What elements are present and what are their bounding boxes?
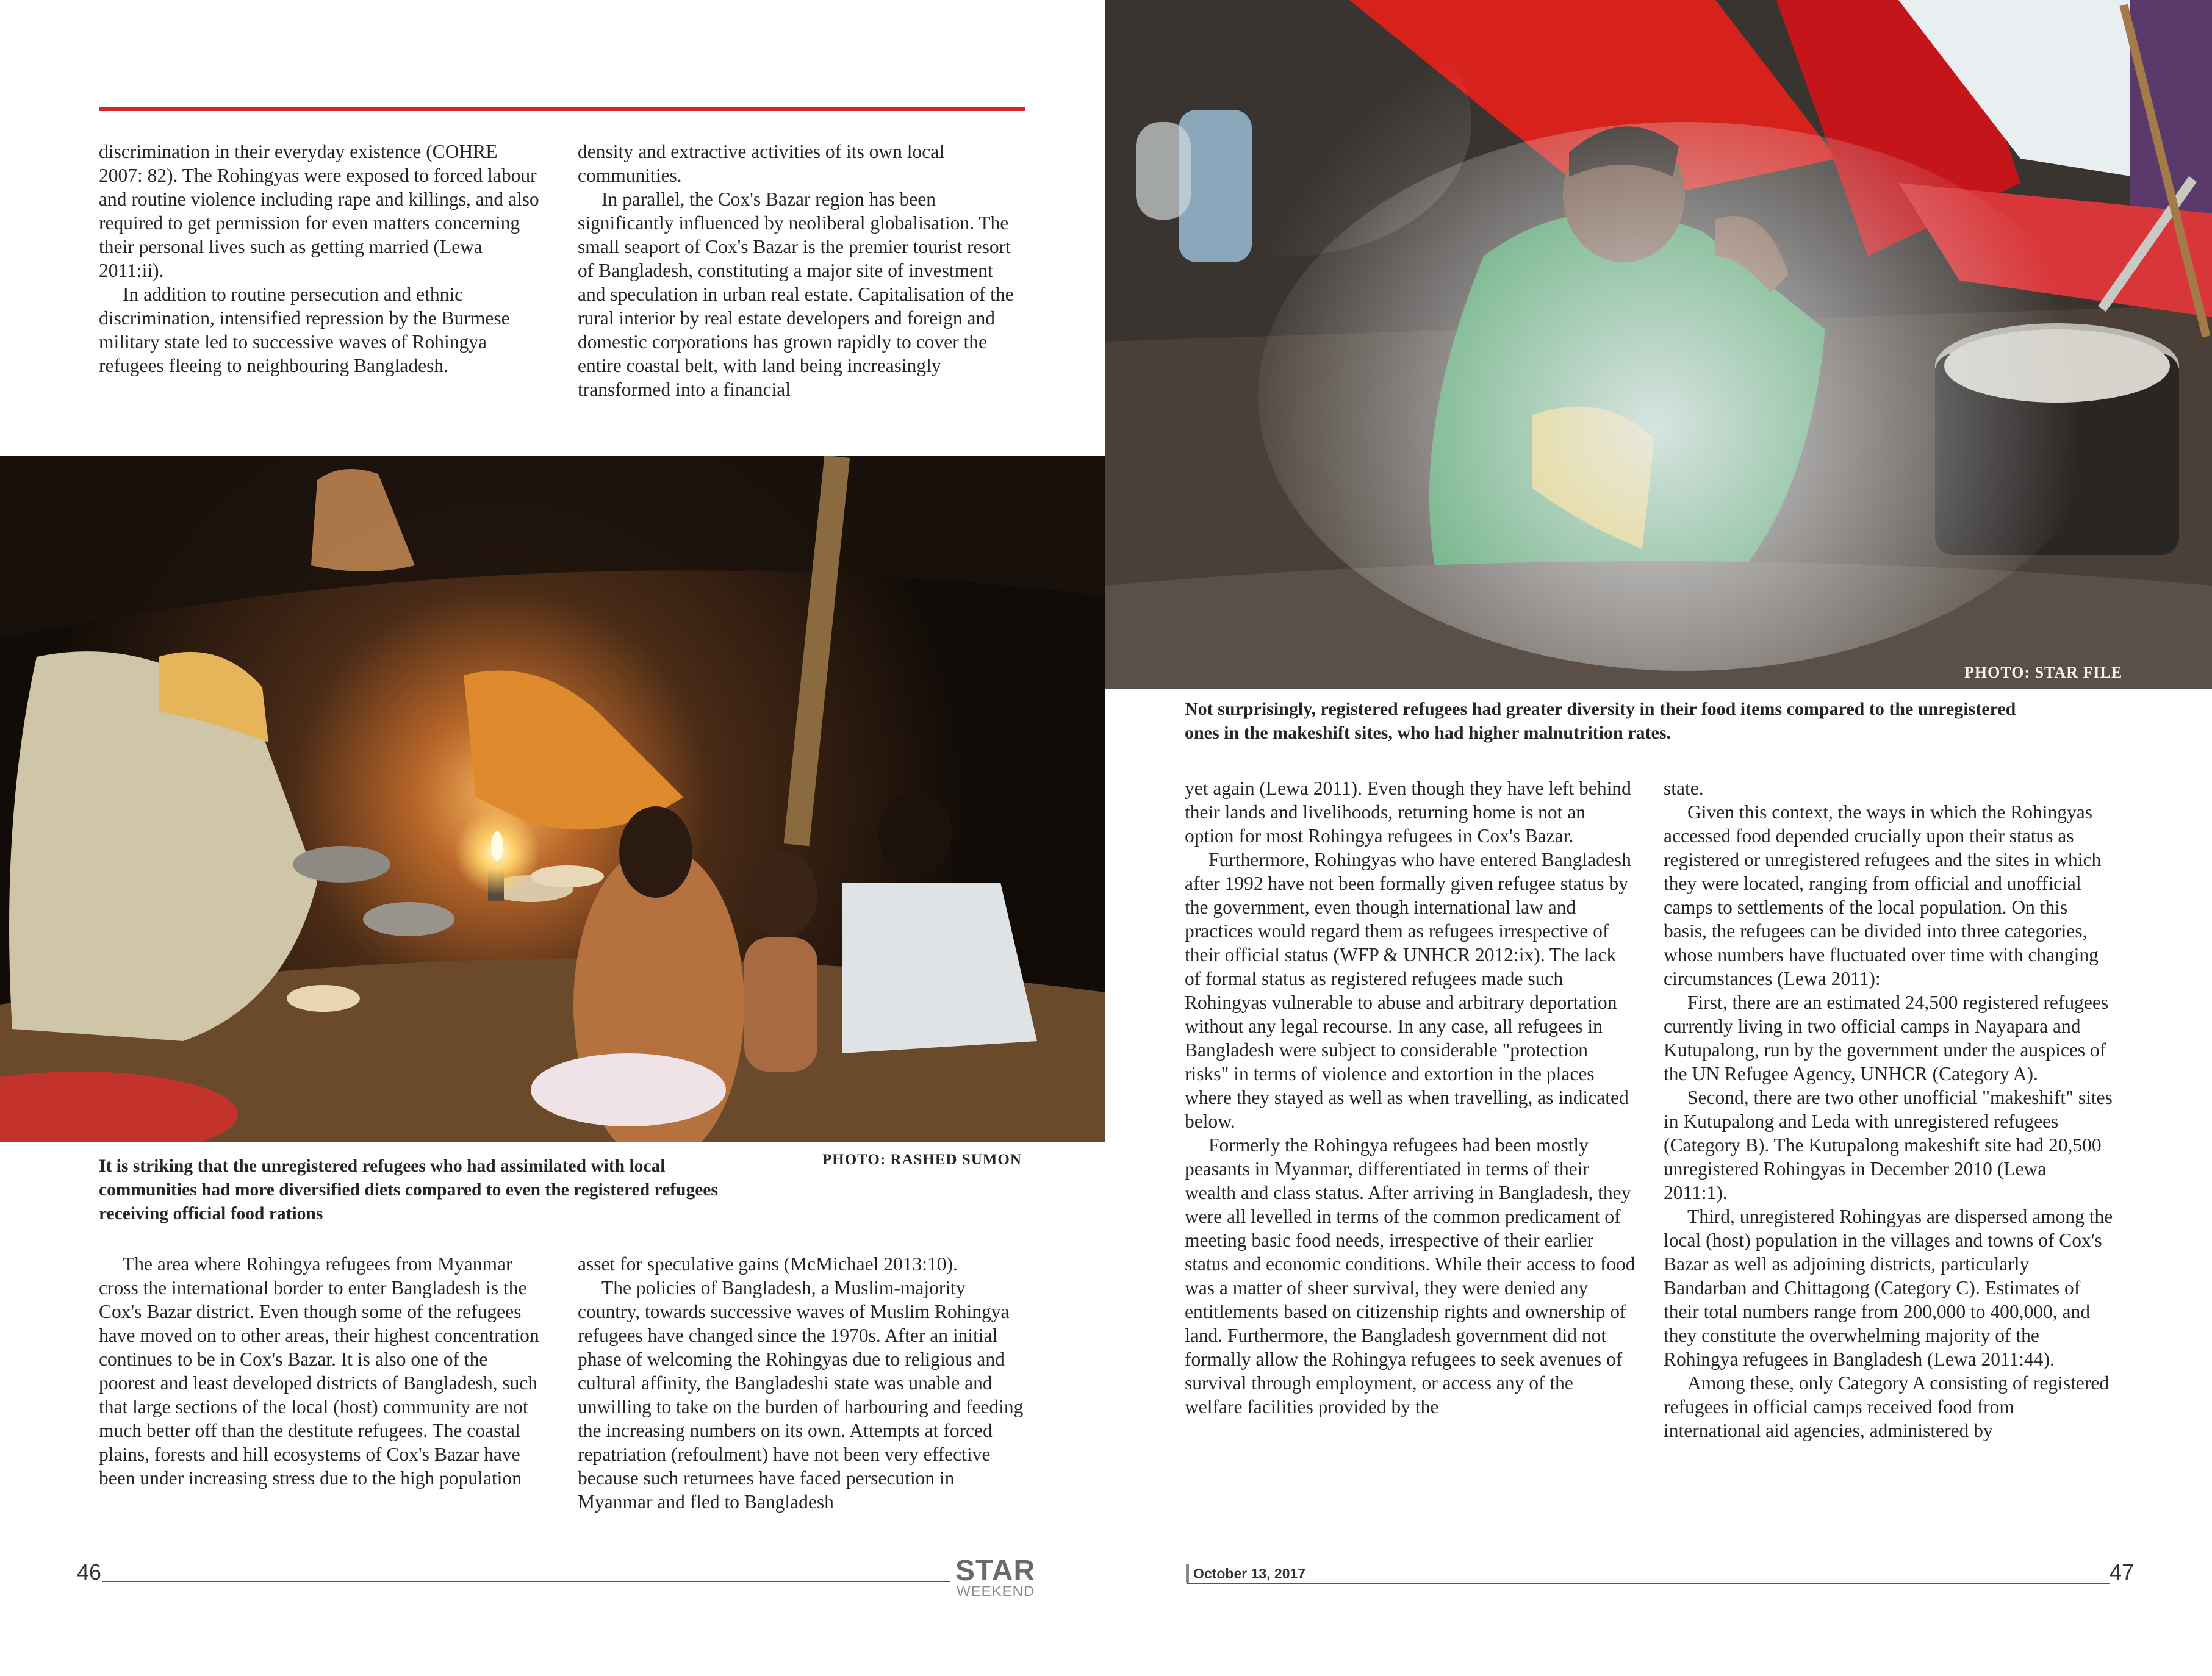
- paragraph: Given this context, the ways in which the Rohingyas accessed food depended crucially upon their status as registered or unregistered refugees and the sites in which they were located, ranging from official and unofficial camps to settlements of the local population. On this basis, the refugees can be divided into three categories, whose numbers have fluctuated over time with changing circumstances (Lewa 2011):: [1664, 801, 2102, 989]
- paragraph: asset for speculative gains (McMichael 2013:10).: [578, 1253, 958, 1275]
- paragraph: The area where Rohingya refugees from Myanmar cross the international border to enter Bangladesh is the Cox's Bazar district. Even though some of the refugees have moved on to other areas, their highest concentration continues to be in Cox's Bazar. It is also one of the poorest and least developed districts of Bangladesh, such that large sections of the local (host) community are not much better off than the destitute refugees. The coastal plains, forests and hill ecosystems of Cox's Bazar have been under increasing stress due to the high population: [99, 1253, 539, 1489]
- paragraph: density and extractive activities of its own local communities.: [578, 141, 944, 186]
- paragraph: In addition to routine persecution and ethnic discrimination, intensified repression by the Burmese military state led to successive waves of Rohingya refugees fleeing to neighbouring Bangladesh.: [99, 284, 510, 376]
- paragraph: First, there are an estimated 24,500 registered refugees currently living in two official camps in Nayapara and Kutupalong, run by the government under the auspices of the UN Refugee Agency, UNHCR (Category A).: [1664, 992, 2109, 1084]
- paragraph: Furthermore, Rohingyas who have entered Bangladesh after 1992 have not been formally given refugee status by the government, even though international law and practices would regard them as refugees irrespective of their official status (WFP & UNHCR 2012:ix). The lack of formal status as registered refugees made such Rohingyas vulnerable to abuse and arbitrary deportation without any legal recourse. In any case, all refugees in Bangladesh were subject to considerable "protection risks" in terms of violence and extortion in the places where they stayed as well as when travelling, as indicated below.: [1185, 849, 1631, 1132]
- right-photo-caption: Not surprisingly, registered refugees had greater diversity in their food items compared to the unregistered ones in the makeshift sites, who had higher malnutrition rates.: [1185, 699, 2016, 743]
- section-red-rule: [99, 107, 1025, 111]
- smoke-cooking-photo: [1105, 0, 2212, 689]
- right-column-2: [1664, 776, 2114, 1442]
- paragraph: Third, unregistered Rohingyas are dispersed among the local (host) population in the villages and towns of Cox's Bazar as well as adjoining districts, particularly Bandarban and Chittagong (Category C). Estimates of their total numbers range from 200,000 to 400,000, and they constitute the overwhelming majority of the Rohingya refugees in Bangladesh (Lewa 2011:44).: [1664, 1206, 2113, 1370]
- smoke-cooking-photo-illustration: [1105, 0, 2212, 689]
- left-bottom-column-1: [99, 1252, 540, 1490]
- tent-cooking-photo-illustration: [0, 456, 1105, 1142]
- paragraph: Among these, only Category A consisting of registered refugees in official camps received food from international aid agencies, administered by: [1664, 1372, 2110, 1441]
- paragraph: discrimination in their everyday existence (COHRE 2007: 82). The Rohingyas were exposed to forced labour and routine violence including rape and killings, and also required to get permission for even matters concerning their personal lives such as getting married (Lewa 2011:ii).: [99, 141, 539, 281]
- right-footer-rule: [1187, 1583, 2110, 1584]
- left-footer-rule: [102, 1581, 950, 1582]
- paragraph: In parallel, the Cox's Bazar region has been significantly influenced by neoliberal globalisation. The small seaport of Cox's Bazar is the premier tourist resort of Bangladesh, constituting a major site of investment and speculation in urban real estate. Capitalisation of the rural interior by real estate developers and foreign and domestic corporations has grown rapidly to cover the entire coastal belt, with land being increasingly transformed into a financial: [578, 188, 1014, 400]
- tent-cooking-photo: [0, 456, 1105, 1142]
- date-marker: [1186, 1564, 1189, 1583]
- left-photo-caption: It is striking that the unregistered refugees who had assimilated with local communities had more diversified diets compared to even the registered refugees receiving official food rations: [99, 1156, 718, 1223]
- left-bottom-column-2: [578, 1252, 1025, 1514]
- left-photo-credit: PHOTO: RASHED SUMON: [822, 1151, 1022, 1168]
- star-weekend-logo-weekend: WEEKEND: [957, 1583, 1035, 1600]
- right-photo-credit: PHOTO: STAR FILE: [1964, 664, 2123, 681]
- star-weekend-logo-star: STAR: [955, 1555, 1036, 1587]
- paragraph: Formerly the Rohingya refugees had been mostly peasants in Myanmar, differentiated in terms of their wealth and class status. After arriving in Bangladesh, they were all levelled in terms of the common predicament of meeting basic food needs, irrespective of their earlier status and economic conditions. While their access to food was a matter of sheer survival, they were denied any entitlements based on citizenship rights and ownership of land. Furthermore, the Bangladesh government did not formally allow the Rohingya refugees to seek avenues of survival through employment, or access any of the welfare facilities provided by the: [1185, 1134, 1636, 1417]
- left-top-column-1: [99, 140, 540, 378]
- paragraph: The policies of Bangladesh, a Muslim-majority country, towards successive waves of Muslim Rohingya refugees have changed since the 1970s. After an initial phase of welcoming the Rohingyas due to religious and cultural affinity, the Bangladeshi state was unable and unwilling to take on the burden of harbouring and feeding the increasing numbers on its own. Attempts at forced repatriation (refoulment) have not been very effective because such returnees have faced persecution in Myanmar and fled to Bangladesh: [578, 1277, 1024, 1513]
- paragraph: state.: [1664, 778, 1704, 799]
- paragraph: yet again (Lewa 2011). Even though they have left behind their lands and livelihoods, returning home is not an option for most Rohingya refugees in Cox's Bazar.: [1185, 778, 1631, 847]
- left-top-column-2: [578, 140, 1025, 401]
- right-column-1: [1185, 776, 1636, 1419]
- issue-date: October 13, 2017: [1193, 1566, 1306, 1581]
- right-page-number: 47: [2110, 1560, 2135, 1585]
- paragraph: Second, there are two other unofficial "makeshift" sites in Kutupalong and Leda with unregistered refugees (Category B). The Kutupalong makeshift site had 20,500 unregistered Rohingyas in December 2010 (Lewa 2011:1).: [1664, 1087, 2113, 1203]
- left-page-number: 46: [77, 1560, 102, 1585]
